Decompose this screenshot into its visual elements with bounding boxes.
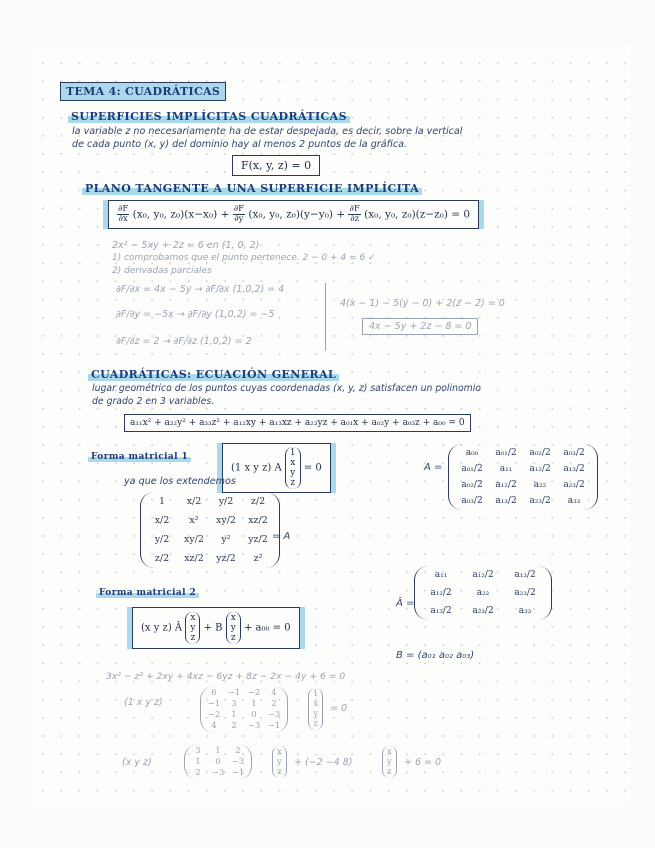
matrix-form-1-label: Forma matricial 1 (88, 452, 191, 462)
matrix-form-2-label: Forma matricial 2 (96, 588, 199, 598)
general-equation-box: a₁₁x² + a₂₂y² + a₃₃z² + a₁₂xy + a₁₃xz + a₂₃yz + a₀₁x + a₀₂y + a₀₃z + a₀₀ = 0 (124, 414, 471, 432)
row-vector: (x y z) (122, 757, 152, 768)
constant-term: + 6 = 0 (404, 757, 442, 768)
column-vector: 1 x y z (285, 447, 301, 489)
brace (325, 283, 326, 351)
coefficient-matrix-Ahat: a₁₁ a₁₂/2 a₁₃/2 a₁₂/2 a₂₂ a₂₃/2 a₁₃/2 a₂₃/2 a₃₃ (414, 566, 552, 620)
example-column-vector: x y z (382, 746, 397, 778)
example-quadric-equation: 3x² − z² + 2xy + 4xz − 6yz + 8z − 2x − 4y + 6 = 0 (106, 671, 346, 682)
tangent-plane-formula: $\frac{\partial F}{\partial x}$ (x₀, y₀, z₀)(x−x₀) + $\frac{\partial F}{\partial y}$ (x₀, y₀, z₀)(y−y₀) + $\frac{\partial F}{\partial z}$ (x₀, y₀, z₀)(z−z₀) = 0 (108, 200, 479, 229)
Ahat-label: Â = (396, 598, 415, 609)
example-step: 2) derivadas parciales (112, 266, 212, 276)
extended-matrix: 1 x/2 y/2 z/2 x/2 x² xy/2 xz/2 y/2 xy/2 y² yz/2 z/2 xz/2 yz/2 z² (140, 492, 280, 568)
partial-derivative: ∂F/∂y = −5x → ∂F/∂y (1,0,2) = −5 (116, 309, 275, 320)
matrix-form-2-box: (x y z) Â x y z + B x y z + a₀₀ = 0 (132, 607, 300, 649)
page-title: TEMA 4: CUADRÁTICAS (60, 82, 226, 101)
text-line: de grado 2 en 3 variables. (92, 396, 215, 407)
example-column-vector: x y z (272, 746, 287, 778)
example-column-vector: 1 x y z (308, 688, 323, 730)
partial-derivative: ∂F/∂x = 4x − 5y → ∂F/∂x (1,0,2) = 4 (116, 284, 285, 295)
column-vector: x y z (226, 612, 241, 644)
column-vector: x y z (185, 612, 200, 644)
example-matrix-4x4: 6 −1 −2 4 −1 3 1 2 −2 1 0 −3 4 2 −3 −1 (200, 686, 288, 733)
A-label: A = (424, 462, 443, 473)
tangent-plane-result: 4(x − 1) − 5(y − 0) + 2(z − 2) = 0 (340, 298, 505, 309)
coefficient-matrix-A: a₀₀ a₀₁/2 a₀₂/2 a₀₃/2 a₀₁/2 a₁₁ a₁₂/2 a₁₃/2 a₀₂/2 a₁₂/2 a₂₂ a₂₃/2 a₀₃/2 a₁₃/2 a₂₃/2 a₃₃ (448, 444, 598, 510)
B-vector: B = (a₀₁ a₀₂ a₀₃) (396, 650, 475, 661)
linear-term: + (−2 −4 8) (294, 757, 353, 768)
text-line: de cada punto (x, y) del dominio hay al menos 2 puntos de la gráfica. (72, 139, 408, 150)
formula-box: F(x, y, z) = 0 (232, 155, 320, 176)
tangent-plane-simplified: 4x − 5y + 2z − 8 = 0 (362, 318, 478, 335)
text-line: lugar geométrico de los puntos cuyas coordenadas (x, y, z) satisfacen un polinomio (92, 383, 481, 394)
example-equation: 2x² − 5xy + 2z = 6 en (1, 0, 2) (112, 240, 260, 251)
example-matrix-3x3: 3 1 2 1 0 −3 2 −3 −1 (184, 744, 252, 780)
text-line: ya que los extendemos (124, 476, 236, 487)
section-heading-general-equation: CUADRÁTICAS: ECUACIÓN GENERAL (88, 368, 339, 381)
text-line: la variable z no necesariamente ha de estar despejada, es decir, sobre la vertical (72, 126, 463, 137)
section-heading-implicit: SUPERFICIES IMPLÍCITAS CUADRÁTICAS (68, 110, 350, 123)
equals-zero: = 0 (330, 703, 348, 714)
matrix-form-1-box: (1 x y z) A 1 x y z = 0 (222, 443, 331, 493)
row-vector: (1 x y z) (124, 697, 163, 708)
partial-derivative: ∂F/∂z = 2 → ∂F/∂z (1,0,2) = 2 (116, 336, 252, 347)
section-heading-tangent-plane: PLANO TANGENTE A UNA SUPERFICIE IMPLÍCITA (82, 182, 422, 195)
equals-A: = A (272, 531, 291, 542)
example-step: 1) comprobamos que el punto pertenece. 2 − 0 + 4 = 6 ✓ (112, 253, 376, 263)
